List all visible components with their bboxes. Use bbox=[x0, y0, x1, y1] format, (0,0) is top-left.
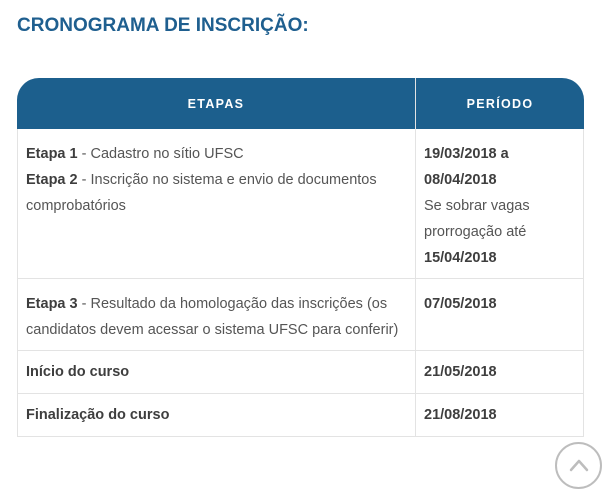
period-cell bbox=[416, 129, 584, 279]
stage-cell: Início do curso bbox=[17, 351, 416, 394]
stage-line bbox=[26, 167, 407, 219]
stage-line bbox=[26, 141, 407, 167]
period-note: Se sobrar vagas prorrogação até bbox=[424, 198, 530, 240]
stage-label: Etapa 1 bbox=[26, 146, 78, 162]
stage-description: - Resultado da homologação das inscrições (os candidatos devem acessar o sistema UFSC para conferir) bbox=[26, 296, 399, 338]
stage-label: Etapa 3 bbox=[26, 296, 78, 312]
table-row bbox=[17, 394, 584, 437]
table-header-row bbox=[17, 78, 584, 129]
period-cell: 21/05/2018 bbox=[416, 351, 584, 394]
chevron-up-icon bbox=[569, 458, 589, 472]
stage-description: - Cadastro no sítio UFSC bbox=[77, 146, 244, 162]
scroll-to-top-button[interactable] bbox=[555, 442, 602, 489]
page-title: CRONOGRAMA DE INSCRIÇÃO: bbox=[17, 15, 309, 36]
period-cell: 21/08/2018 bbox=[416, 394, 584, 437]
header-period: PERÍODO bbox=[416, 78, 584, 129]
period-dates: 19/03/2018 a 08/04/2018 bbox=[424, 146, 509, 188]
stage-cell: Finalização do curso bbox=[17, 394, 416, 437]
period-dates: 07/05/2018 bbox=[424, 296, 497, 312]
schedule-table bbox=[17, 78, 584, 437]
table-row bbox=[17, 129, 584, 279]
stage-line bbox=[26, 291, 407, 343]
stage-cell bbox=[17, 279, 416, 351]
period-extended-date: 15/04/2018 bbox=[424, 250, 497, 266]
stage-label: Etapa 2 bbox=[26, 172, 78, 188]
table-row bbox=[17, 279, 584, 351]
stage-cell bbox=[17, 129, 416, 279]
header-stages: ETAPAS bbox=[17, 78, 416, 129]
stage-description: - Inscrição no sistema e envio de documentos comprobatórios bbox=[26, 172, 377, 214]
table-row bbox=[17, 351, 584, 394]
period-cell bbox=[416, 279, 584, 351]
